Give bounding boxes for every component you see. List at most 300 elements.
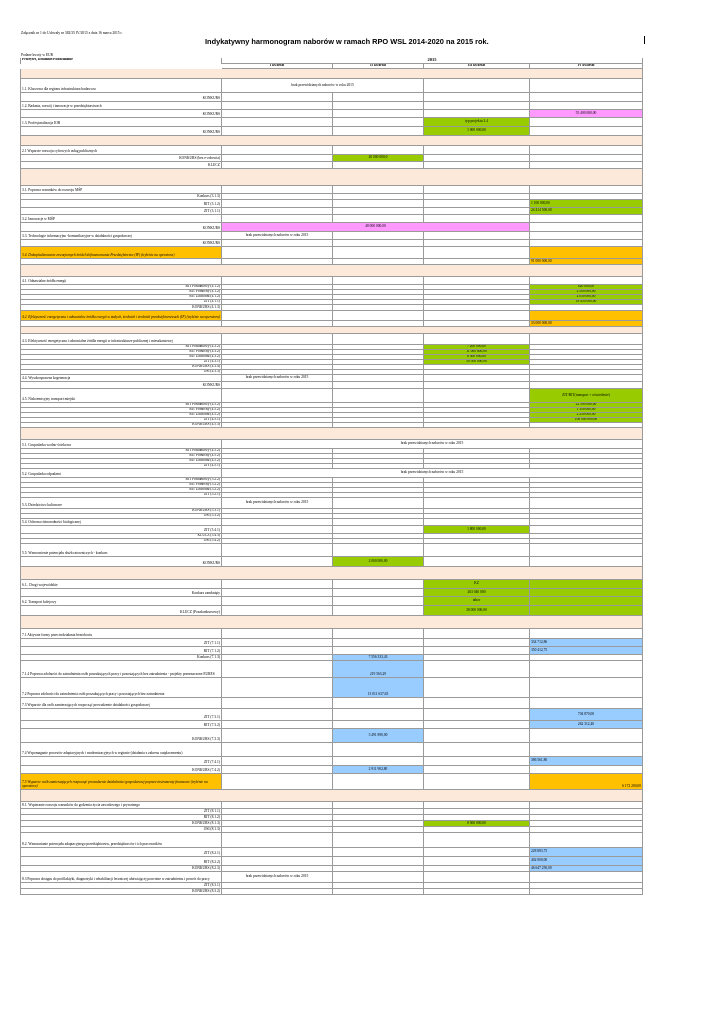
quarter-cell	[530, 774, 643, 790]
row-label-text: Konkurs (7.1.3)	[197, 655, 220, 660]
row-label-text: RIT Południowy (4.3.2)	[185, 345, 220, 349]
row-label-text: RIT Zachodni (4.5.2)	[189, 459, 220, 463]
quarter-cell	[530, 334, 643, 345]
row-label	[20, 208, 222, 215]
title-divider	[644, 36, 645, 44]
row-label	[20, 597, 222, 606]
table-row	[20, 327, 643, 334]
table-row	[20, 848, 643, 857]
table-row	[20, 311, 643, 321]
quarter-cell	[333, 200, 424, 208]
quarter-cell	[222, 240, 333, 247]
quarter-cell	[530, 200, 643, 208]
quarter-cell	[222, 848, 333, 857]
row-label	[20, 661, 222, 678]
row-label	[20, 334, 222, 345]
quarter-cell	[530, 247, 643, 259]
row-label-text: 3.1. Poprawa warunków do rozwoju MŚP	[22, 188, 83, 193]
quarter-cell	[424, 240, 530, 247]
quarter-cell	[222, 698, 333, 709]
row-label-text: KONKURS	[202, 226, 220, 231]
quarter-cell	[222, 857, 333, 866]
quarter-cell	[530, 589, 643, 597]
table-row	[20, 232, 643, 240]
table-row	[20, 208, 643, 215]
row-label-text: ZIT (4.5.1)	[203, 418, 220, 422]
row-label-text: KONKURS (7.4.2)	[192, 768, 220, 773]
row-label	[20, 382, 222, 389]
row-label	[20, 389, 222, 403]
row-label-text: RIT Północny (4.5.2)	[189, 454, 220, 458]
table-row	[20, 265, 643, 277]
quarter-cell	[530, 833, 643, 848]
quarter-cell	[424, 208, 530, 215]
quarter-cell	[333, 215, 424, 223]
amount-value: 2 500 000,00	[576, 290, 596, 294]
quarter-cell	[222, 802, 333, 809]
quarter-cell	[333, 382, 424, 389]
schedule-table	[20, 58, 643, 1021]
table-row	[20, 729, 643, 743]
quarter-cell	[530, 721, 643, 729]
header-q2: II kwartał	[333, 64, 424, 69]
amount-value: 50 500 000,00	[466, 360, 487, 364]
row-label	[20, 743, 222, 757]
quarter-cell	[333, 678, 424, 698]
table-row	[20, 629, 643, 639]
row-label	[20, 580, 222, 589]
header-year: 2015	[222, 58, 643, 64]
row-label	[20, 200, 222, 208]
amount-value: 2 250 000,00	[576, 413, 596, 417]
row-label-text: RIT Zachodni (4.5.2)	[189, 413, 220, 417]
quarter-cell	[222, 208, 333, 215]
amount-value: 6 172 200,00	[622, 784, 641, 789]
quarter-cell	[333, 802, 424, 809]
quarter-cell	[333, 606, 424, 616]
row-label-text: 7.4 Wspomaganie procesów adaptacyjnych i modernizacyjnych w regionie (działania z zakresu outplacementu)	[22, 751, 183, 756]
amount-value: 7 556 333,43	[368, 655, 388, 659]
row-label-text: RIT Północny (4.1.2)	[189, 290, 220, 294]
row-label-text: 4.3. Efektywność energetyczna i odnawialne źródła energii w infrastrukturze publicznej i mieszkaniowej	[22, 339, 173, 344]
row-label-text: 3.2. Innowacje w MŚP	[22, 217, 55, 222]
row-label-text: RIT (7.1.2)	[203, 649, 220, 654]
quarter-cell	[333, 208, 424, 215]
quarter-cell	[424, 721, 530, 729]
row-label-text: ZIT (8.3.1)	[203, 883, 220, 888]
row-label-text: 4.4. Wysokosprawna kogeneracja	[22, 376, 71, 381]
quarter-cell	[222, 382, 333, 389]
quarter-cell	[424, 857, 530, 866]
row-label	[20, 526, 222, 534]
row-label-text: 8.1. Wspieranie rozwoju warunków do godzenia życia zawodowego i prywatnego	[22, 803, 140, 808]
quarter-cell	[530, 162, 643, 169]
quarter-cell	[333, 118, 424, 127]
amount-value: 2 000 000,00	[368, 558, 388, 563]
row-label-text: RIT (7.3.2)	[203, 723, 220, 728]
quarter-cell	[222, 589, 333, 597]
quarter-cell	[222, 162, 333, 169]
row-label	[20, 277, 222, 285]
row-label	[20, 102, 222, 110]
quarter-cell	[530, 382, 643, 389]
row-label	[20, 678, 222, 698]
table-row	[20, 118, 643, 127]
amount-value: tabor	[472, 598, 481, 603]
amount-value: 7 200 000,00	[467, 345, 486, 349]
quarter-cell	[333, 247, 424, 259]
row-label	[20, 774, 222, 790]
amount-value: 55 400 000,00	[575, 110, 597, 115]
table-row	[20, 110, 643, 118]
table-row	[20, 580, 643, 589]
quarter-cell	[222, 597, 333, 606]
quarter-cell	[424, 162, 530, 169]
quarter-cell	[222, 247, 333, 259]
quarter-cell	[424, 186, 530, 194]
row-label-text: KONKURS (8.1.3)	[192, 821, 220, 826]
table-row	[20, 375, 643, 382]
quarter-cell	[530, 232, 643, 240]
quarter-cell	[424, 589, 530, 597]
quarter-cell	[333, 743, 424, 757]
quarter-cell	[530, 544, 643, 557]
quarter-cell	[530, 102, 643, 110]
quarter-cell	[530, 766, 643, 774]
header-q3: III kwartał	[424, 64, 530, 69]
row-label	[20, 146, 222, 155]
row-label-text: ZIT (4.1.1)	[203, 300, 220, 304]
table-row	[20, 698, 643, 709]
row-label	[20, 729, 222, 743]
table-row	[20, 757, 643, 766]
spanning-cell	[222, 223, 530, 232]
quarter-cell	[424, 79, 530, 93]
quarter-cell	[530, 118, 643, 127]
row-label-text: KONKURS (7.3.3)	[192, 737, 220, 742]
quarter-cell	[424, 606, 530, 616]
table-row	[20, 169, 643, 186]
row-label-text: KONKURS (8.3.2)	[192, 889, 220, 894]
quarter-cell	[333, 709, 424, 721]
row-label-text: OSI (5.4.2)	[203, 539, 220, 543]
row-label-text: 2.1 Wsparcie rozwoju cyfrowych usług publicznych	[22, 149, 97, 154]
row-label-text: KLUCZ (5.4.3)	[197, 534, 220, 538]
table-row	[20, 857, 643, 866]
table-row	[20, 69, 643, 79]
quarter-cell	[530, 757, 643, 766]
quarter-cell	[333, 857, 424, 866]
unit-note: Podane kwoty w EUR	[21, 53, 54, 57]
row-label-text: Konkurs zamknięty	[191, 591, 220, 596]
spanning-cell	[222, 872, 333, 883]
quarter-cell	[333, 589, 424, 597]
row-label	[20, 247, 222, 259]
table-row	[20, 469, 643, 478]
row-label-text: RIT Zachodni (4.3.2)	[189, 355, 220, 359]
amount-value: 6 300 000,00	[467, 355, 486, 359]
quarter-cell	[222, 709, 333, 721]
quarter-cell	[424, 833, 530, 848]
quarter-cell	[222, 544, 333, 557]
amount-value: 3 491 890,00	[368, 732, 388, 737]
row-label-text: KLUCZ	[208, 163, 220, 168]
row-label-text: RIT Zachodni (4.1.2)	[189, 295, 220, 299]
row-label-text: 5.3. Dziedzictwo kulturowe	[22, 503, 62, 508]
spanning-cell-text: brak przewidzianych naborów w roku 2015	[245, 232, 309, 237]
quarter-cell	[333, 889, 424, 895]
quarter-cell	[333, 629, 424, 639]
row-label-text: KONKURS (bez e-zdrowia)	[179, 156, 220, 161]
table-row	[20, 639, 643, 647]
quarter-cell	[424, 102, 530, 110]
section-separator	[20, 790, 643, 802]
row-label-text: RIT Północny (4.3.2)	[189, 350, 220, 354]
quarter-cell	[333, 519, 424, 526]
quarter-cell	[424, 544, 530, 557]
table-row	[20, 79, 643, 93]
row-label-text: 6.1.. Drogi wojewódzkie	[22, 583, 58, 588]
quarter-cell	[222, 757, 333, 766]
quarter-cell	[222, 93, 333, 102]
row-label	[20, 79, 222, 93]
quarter-cell	[333, 110, 424, 118]
row-label	[20, 589, 222, 597]
table-row	[20, 606, 643, 616]
row-label-text: RIT Południowy (4.5.2)	[185, 449, 220, 453]
amount-value: 820 000,00	[577, 285, 595, 289]
table-row	[20, 567, 643, 580]
amount-value: 8 500 000,00	[467, 821, 486, 825]
quarter-cell	[222, 721, 333, 729]
amount-value: 91 000 000,00	[531, 259, 552, 263]
amount-value: 1 100 000,00	[531, 200, 550, 205]
quarter-cell	[424, 580, 530, 589]
table-row	[20, 790, 643, 802]
quarter-cell	[424, 382, 530, 389]
row-label-text: 6.2. Transport kolejowy	[22, 600, 57, 605]
amount-value: 704 870,00	[577, 711, 595, 716]
row-label-text: 1.2. Badania, rozwój i innowacje w przedsiębiorstwach	[22, 104, 102, 109]
row-label-text: 7.3 Wsparcie dla osób zamierzających rozpocząć prowadzenie działalności gospodarczej	[22, 703, 150, 708]
quarter-cell	[333, 311, 424, 321]
table-row	[20, 127, 643, 136]
row-label	[20, 440, 222, 449]
quarter-cell	[530, 93, 643, 102]
quarter-cell	[333, 774, 424, 790]
quarter-cell	[333, 240, 424, 247]
row-label	[20, 544, 222, 557]
row-label	[20, 647, 222, 655]
quarter-cell	[333, 389, 424, 403]
quarter-cell	[424, 757, 530, 766]
row-label-text: ZIT (3.1.1)	[203, 209, 220, 214]
quarter-cell	[333, 698, 424, 709]
row-label	[20, 872, 222, 883]
quarter-cell	[530, 110, 643, 118]
table-row	[20, 389, 643, 403]
row-label-text: OSI (5.3.2)	[203, 514, 220, 518]
section-separator	[20, 265, 643, 277]
quarter-cell	[222, 580, 333, 589]
quarter-cell	[222, 647, 333, 655]
row-label	[20, 709, 222, 721]
quarter-cell	[222, 519, 333, 526]
quarter-cell	[333, 155, 424, 162]
header-note: Załącznik nr 1 do Uchwały nr 382/35 IV/2015 z dnia 16 marca 2015 r.	[21, 31, 123, 35]
row-label	[20, 698, 222, 709]
quarter-cell	[424, 709, 530, 721]
amount-value: 11 000 000,00	[466, 350, 487, 354]
spanning-cell-text: brak przewidzianych naborów w roku 2015	[245, 874, 309, 879]
row-label-text: ZIT (7.4.1)	[203, 760, 220, 765]
table-row	[20, 498, 643, 509]
quarter-cell	[424, 729, 530, 743]
amount-value: 386 561,80	[531, 758, 548, 763]
quarter-cell	[424, 93, 530, 102]
row-label-text: ZIT (7.3.1)	[203, 715, 220, 720]
table-row	[20, 136, 643, 146]
row-label-text: KONKURS (4.3.4)	[192, 365, 220, 369]
table-row	[20, 872, 643, 883]
table-row	[20, 774, 643, 790]
row-label	[20, 857, 222, 866]
quarter-cell	[530, 127, 643, 136]
row-label-text: OSI (4.3.3)	[203, 370, 220, 374]
quarter-cell	[222, 606, 333, 616]
row-label-text: 8.2. Wzmacnianie potencjału adaptacyjnego przedsiębiorstw, przedsiębiorców i ich pracowników	[22, 842, 163, 847]
quarter-cell	[222, 127, 333, 136]
row-label	[20, 186, 222, 194]
table-row	[20, 240, 643, 247]
quarter-cell	[333, 186, 424, 194]
spanning-cell-text: brak przewidzianych naborów w roku 2015	[400, 441, 464, 446]
quarter-cell	[333, 848, 424, 857]
table-row	[20, 162, 643, 169]
quarter-cell	[424, 375, 530, 382]
row-label-text: KONKURS (4.1.3)	[192, 305, 220, 310]
quarter-cell	[424, 774, 530, 790]
quarter-cell	[424, 766, 530, 774]
row-label	[20, 519, 222, 526]
table-row	[20, 519, 643, 526]
amount-value: 46 647 250,00	[531, 866, 552, 870]
quarter-cell	[333, 334, 424, 345]
quarter-cell	[530, 848, 643, 857]
table-row	[20, 200, 643, 208]
quarter-cell	[222, 186, 333, 194]
table-row	[20, 766, 643, 774]
quarter-cell	[530, 661, 643, 678]
quarter-cell	[222, 200, 333, 208]
quarter-cell	[424, 247, 530, 259]
row-label-text: KONKURS (8.2.3)	[192, 866, 220, 871]
quarter-cell	[530, 606, 643, 616]
table-row	[20, 589, 643, 597]
quarter-cell	[424, 661, 530, 678]
row-label-text: 7.5 Wsparcie osób zamierzających rozpocząć prowadzenie działalności gospodarczej poprzez instrumenty finansowe (tryb/nie na operatora)	[22, 780, 208, 789]
row-label-text: RIT Północny (5.2.2)	[189, 483, 220, 487]
table-row	[20, 428, 643, 440]
amount-value: 13 011 637,65	[367, 692, 389, 697]
spanning-cell	[222, 498, 333, 509]
quarter-cell	[222, 389, 333, 403]
amount-value: 263 040 000	[467, 589, 486, 594]
row-label-text: KLUCZ (Pozakonkursowy)	[179, 610, 220, 615]
row-label-text: KONKURS	[202, 561, 220, 566]
quarter-cell	[424, 526, 530, 534]
table-row	[20, 661, 643, 678]
table-row	[20, 186, 643, 194]
table-row	[20, 155, 643, 162]
row-label	[20, 757, 222, 766]
quarter-cell	[424, 155, 530, 162]
amount-value: 1 350 000,00	[576, 408, 596, 412]
table-row	[20, 647, 643, 655]
row-label	[20, 375, 222, 382]
row-label	[20, 215, 222, 223]
section-separator	[20, 136, 643, 146]
table-row	[20, 146, 643, 155]
amount-value: 38 000 000,00	[466, 607, 487, 612]
row-label-text: 7.2 Poprawa zdolności do zatrudnienia osób poszukujących pracy i pozostających bez zatrudnienia	[22, 692, 165, 697]
row-label-text: RIT (8.2.2)	[203, 860, 220, 865]
quarter-cell	[530, 375, 643, 382]
row-label-text: RIT Północny (4.5.2)	[189, 408, 220, 412]
table-row	[20, 93, 643, 102]
amount-value: 219 563,29	[369, 672, 387, 677]
spanning-cell-text: 48 000 000,00	[365, 224, 386, 229]
row-label	[20, 848, 222, 857]
row-label-text: ZIT (7.1.1)	[203, 641, 220, 646]
table-row	[20, 833, 643, 848]
amount-value: 20 000 000,0	[368, 155, 388, 160]
quarter-cell	[333, 232, 424, 240]
quarter-cell	[222, 833, 333, 848]
row-label-text: ZIT (8.1.1)	[203, 809, 220, 814]
row-label-text: KONKURS	[202, 130, 220, 135]
row-label-text: ZIT (5.2.1)	[203, 493, 220, 497]
quarter-cell	[530, 557, 643, 567]
row-label-text: 7.1.4 Poprawa zdolności do zatrudnienia osób poszukujących pracy i pozostających bez zatrudnienia - projekty przeznaczone EURES	[22, 672, 215, 677]
quarter-cell	[424, 872, 530, 883]
row-label-text: 4.2. Efektywność energetyczna i odnawialne źródła energii w małych, średnich i średnich przedsiębiorstwach (IF) (tryb/nie na operatora)	[22, 315, 220, 320]
row-label-text: 8.3 Poprawa dostępu do profilaktyki, diagnostyki i rehabilitacji leczniczej ułatwiającej powrotne w zatrudnieniu i powrót do pracy	[22, 877, 210, 882]
row-label-text: RIT Południowy (4.1.2)	[185, 285, 220, 289]
quarter-cell	[530, 647, 643, 655]
header-q1: I kwartał	[222, 64, 333, 69]
row-label-text: 3.4. Dokapitalizowanie zewnętrznych źródeł dofinansowania Przedsiębiorstw (IF) (tryb/nie na operatora)	[22, 253, 175, 258]
quarter-cell	[530, 498, 643, 509]
spanning-cell-text: brak przewidzianych naborów w roku 2015	[245, 500, 309, 505]
section-separator	[20, 327, 643, 334]
spanning-cell-text: brak przewidzianych naborów w roku 2015	[245, 375, 309, 380]
quarter-cell	[424, 557, 530, 567]
row-label	[20, 606, 222, 616]
quarter-cell	[530, 678, 643, 698]
row-label-text: 7.1 Aktywne formy przeciwdziałania bezrobociu	[22, 633, 93, 638]
row-label-text: RIT (3.1.2)	[203, 202, 220, 207]
spanning-cell-text: brak przewidzianych naborów w roku 2015	[400, 470, 464, 475]
row-label	[20, 833, 222, 848]
amount-value: typ projektu 3.4	[465, 119, 488, 124]
quarter-cell	[530, 709, 643, 721]
table-row	[20, 223, 643, 232]
quarter-cell	[530, 889, 643, 895]
quarter-cell	[530, 872, 643, 883]
quarter-cell	[333, 162, 424, 169]
amount-value: 2 030 000,00	[576, 295, 596, 299]
